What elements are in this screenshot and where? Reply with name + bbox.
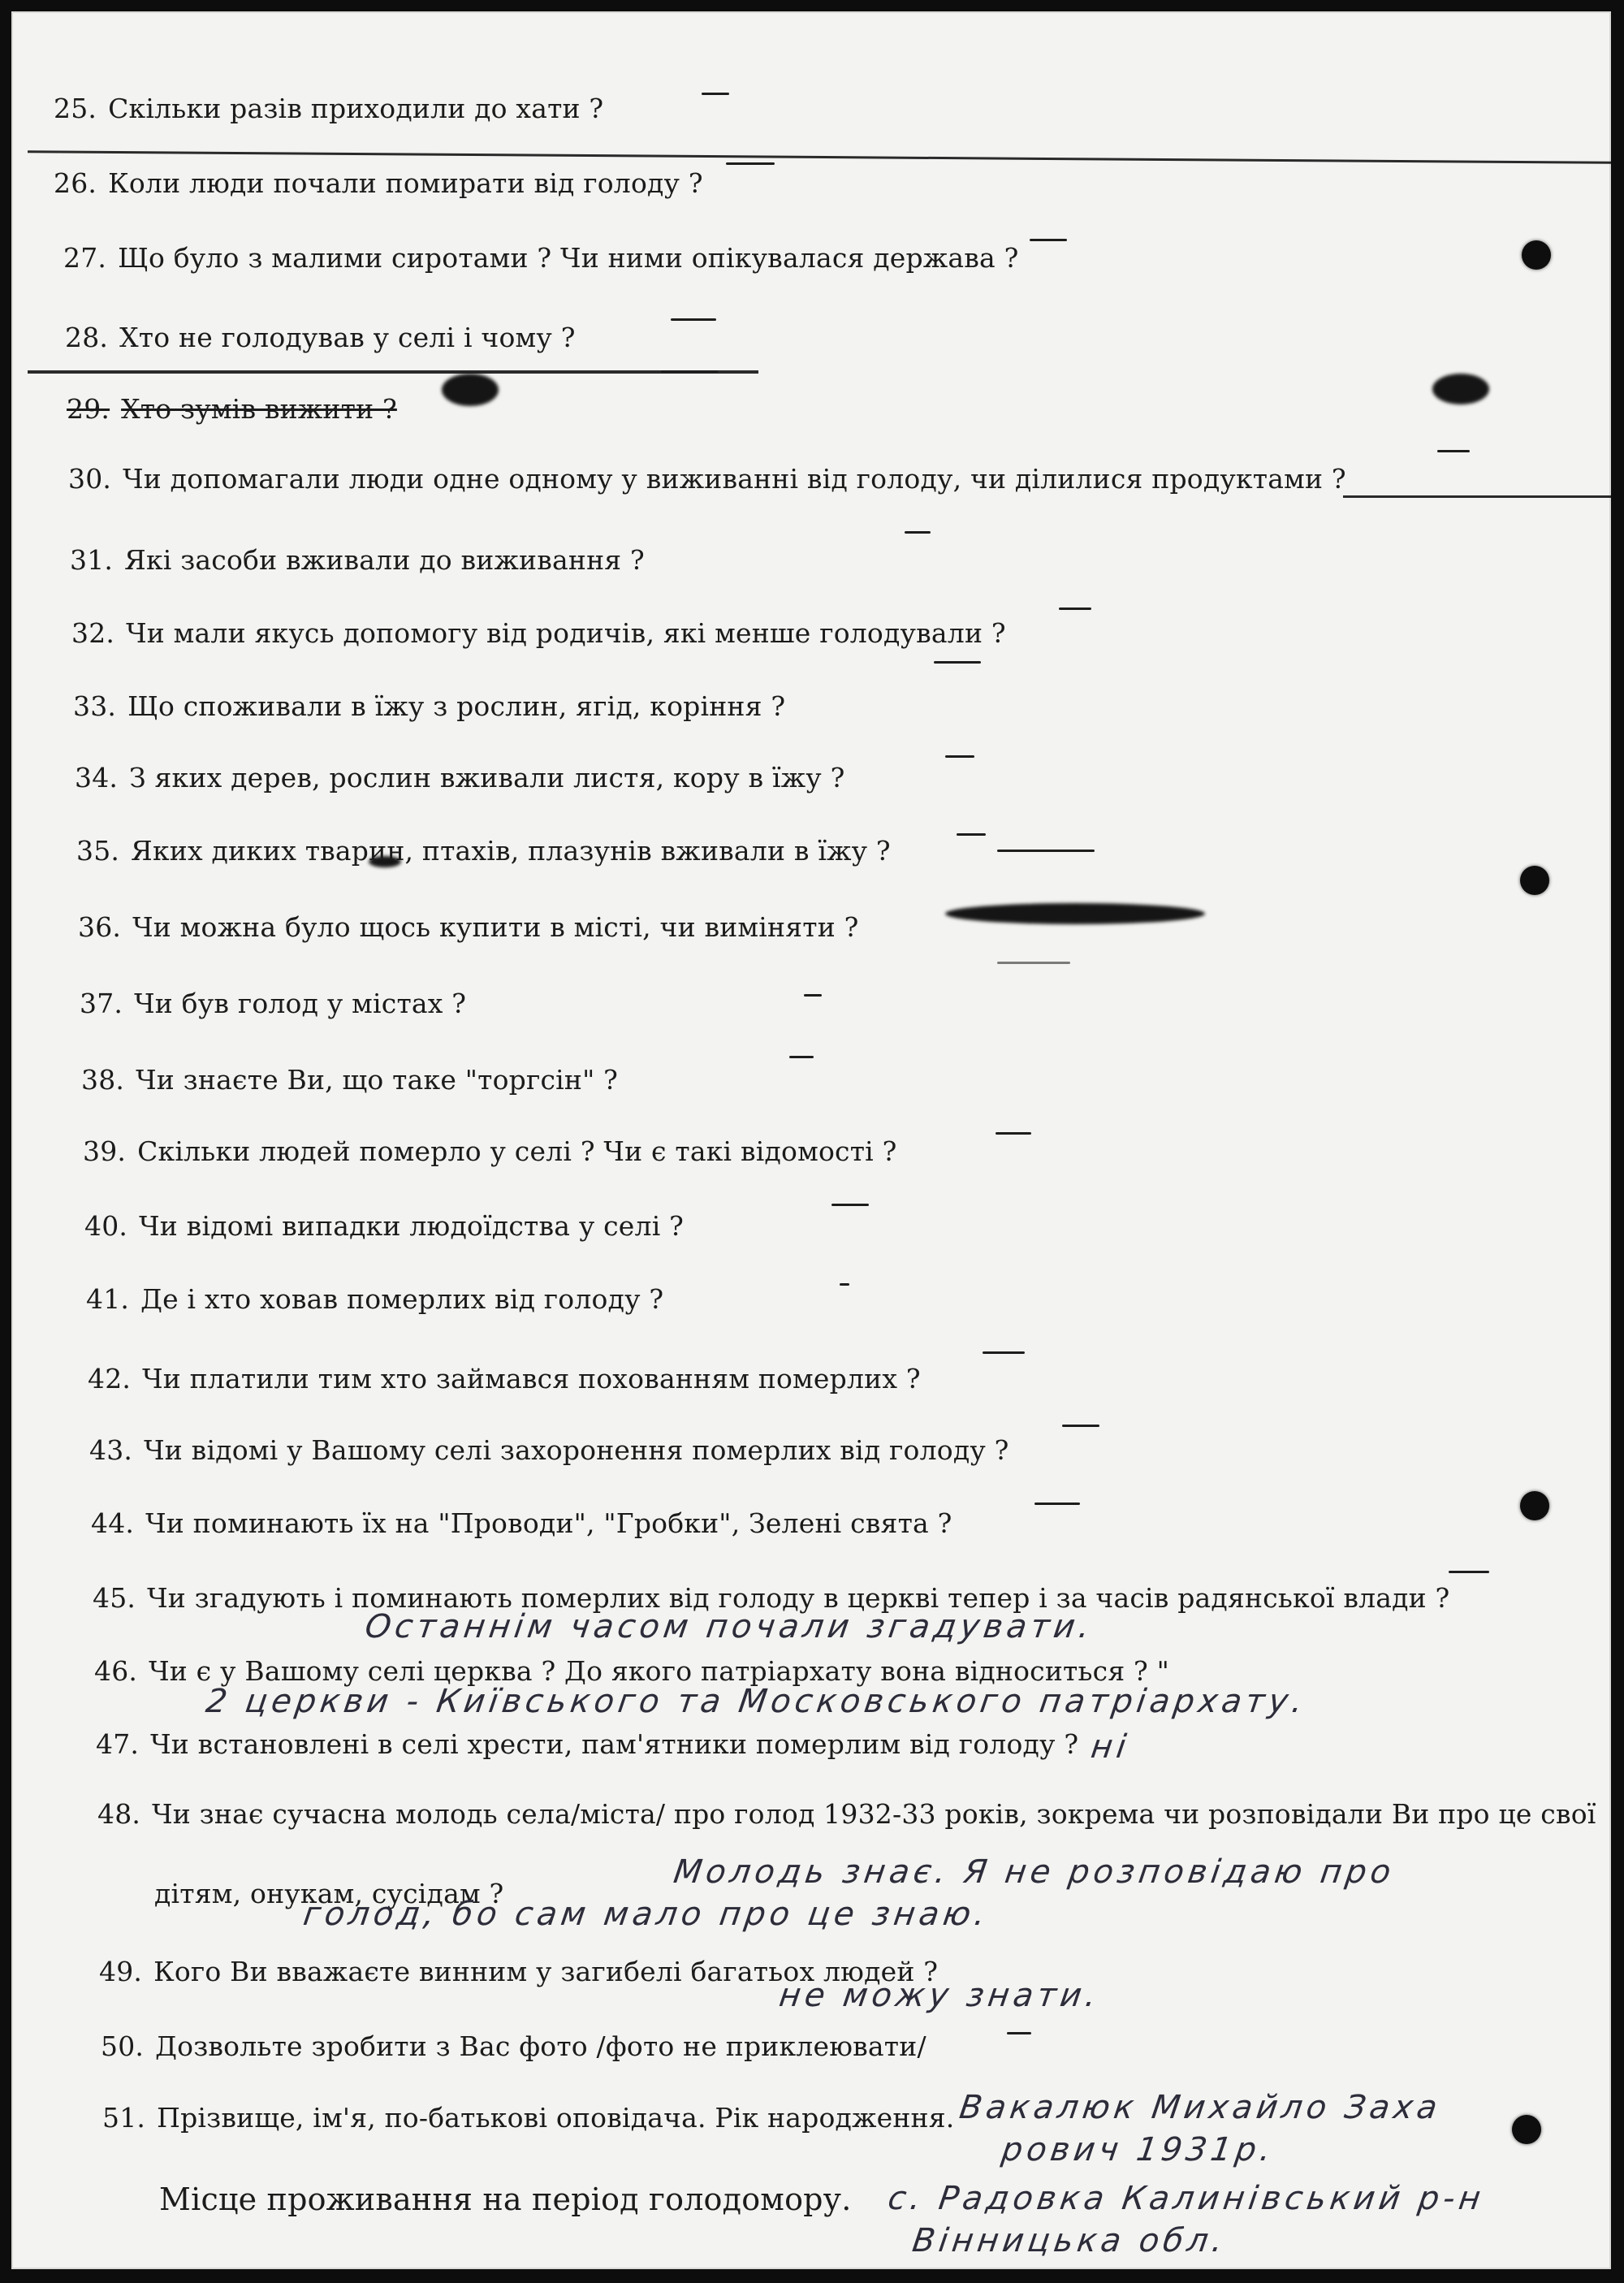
question-46: 46. Чи є у Вашому селі церква ? До якого патріархату вона відноситься ? " [94,1655,1170,1687]
question-45: 45. Чи згадують і поминають померлих від голоду в церкві тепер і за часів радянської влади ? [93,1582,1450,1614]
question-40: 40. Чи відомі випадки людоїдства у селі ? [84,1210,685,1242]
answer-dash [671,318,716,321]
question-25: 25. Скільки разів приходили до хати ? [54,93,604,124]
question-48-continued: дітям, онукам, сусідам ? [154,1878,504,1909]
answer-45: Останнім часом почали згадувати. [362,1608,1096,1645]
question-48: 48. Чи знає сучасна молодь села/міста/ про голод 1932-33 років, зокрема чи розповідали Ви про це свої [97,1798,1596,1830]
punch-hole [1512,2115,1541,2144]
answer-dash [934,661,981,664]
question-27: 27. Що було з малими сиротами ? Чи ними опікувалася держава ? [63,242,1019,274]
answer-dash [726,162,775,165]
answer-dash [1449,1571,1489,1573]
answer-dash [996,1132,1031,1135]
question-39: 39. Скільки людей померло у селі ? Чи є такі відомості ? [83,1135,897,1167]
question-51: 51. Прізвище, ім'я, по-батькові оповідача. Рік народження. [102,2102,955,2134]
question-33: 33. Що споживали в їжу з рослин, ягід, коріння ? [73,690,786,722]
answer-dash [1437,450,1470,452]
answer-dash [661,370,718,373]
answer-51-line1: Вакалюк Михайло Заха [957,2089,1444,2126]
answer-51-line2: рович 1931р. [999,2131,1277,2168]
question-38: 38. Чи знаєте Ви, що таке "торгсін" ? [81,1064,619,1096]
answer-48-line1: Молодь знає. Я не розповідаю про [671,1853,1397,1891]
punch-hole [1522,240,1551,270]
copy-artifact-line [28,150,1611,164]
residence-answer-line2: Вінницька обл. [909,2222,1229,2259]
question-50: 50. Дозвольте зробити з Вас фото /фото не приклеювати/ [101,2030,926,2062]
question-31: 31. Які засоби вживали до виживання ? [70,544,645,576]
copy-smear [442,374,499,406]
question-34: 34. З яких дерев, рослин вживали листя, кору в їжу ? [75,762,845,793]
question-41: 41. Де і хто ховав померлих від голоду ? [86,1283,664,1315]
answer-dash [831,1204,869,1206]
answer-46: 2 церкви - Київського та Московського патріархату. [203,1683,1310,1720]
answer-dash [702,93,729,95]
question-28: 28. Хто не голодував у селі і чому ? [65,322,576,353]
answer-dash [905,531,931,534]
question-30: 30. Чи допомагали люди одне одному у виживанні від голоду, чи ділилися продуктами ? [68,463,1346,495]
question-42: 42. Чи платили тим хто займався похованням померлих ? [88,1363,921,1394]
question-35: 35. Яких диких тварин, птахів, плазунів вживали в їжу ? [76,835,891,867]
copy-artifact-line [28,370,758,374]
copy-smear [945,903,1205,924]
question-49: 49. Кого Ви вважаєте винним у загибелі багатьох людей ? [99,1956,939,1987]
question-44: 44. Чи поминають їх на "Проводи", "Гробки", Зелені свята ? [91,1507,952,1539]
question-47: 47. Чи встановлені в селі хрести, пам'ятники померлим від голоду ? [96,1728,1079,1760]
answer-dash [1059,608,1091,610]
residence-label: Місце проживання на період голодомору. [159,2181,852,2217]
questionnaire-page [11,11,1611,2269]
answer-dash [840,1283,849,1286]
copy-artifact-line [1343,495,1611,498]
question-37: 37. Чи був голод у містах ? [80,988,467,1019]
answer-dash [789,1056,814,1058]
answer-dash [1062,1425,1099,1427]
answer-dash [804,994,822,997]
answer-49: не можу знати. [776,1977,1103,2014]
answer-dash [997,850,1095,852]
answer-dash [1007,2032,1031,2034]
question-36: 36. Чи можна було щось купити в місті, чи виміняти ? [78,911,859,943]
question-29: 29. Хто зумів вижити ? [67,393,397,425]
question-43: 43. Чи відомі у Вашому селі захоронення померлих від голоду ? [89,1434,1009,1466]
punch-hole [1520,1491,1549,1520]
residence-answer-line1: с. Радовка Калинівський р-н [885,2180,1488,2217]
punch-hole [1520,866,1549,895]
copy-smear [1432,374,1489,404]
answer-dash [1034,1503,1080,1505]
question-32: 32. Чи мали якусь допомогу від родичів, які менше голодували ? [71,617,1006,649]
answer-dash [997,962,1070,964]
answer-dash [957,833,986,836]
answer-47: ні [1088,1728,1133,1766]
answer-dash [983,1351,1025,1354]
answer-dash [1030,239,1067,241]
question-26: 26. Коли люди почали помирати від голоду ? [54,167,703,199]
answer-dash [945,755,974,758]
answer-48-line2: голод, бо сам мало про це знаю. [300,1896,992,1933]
